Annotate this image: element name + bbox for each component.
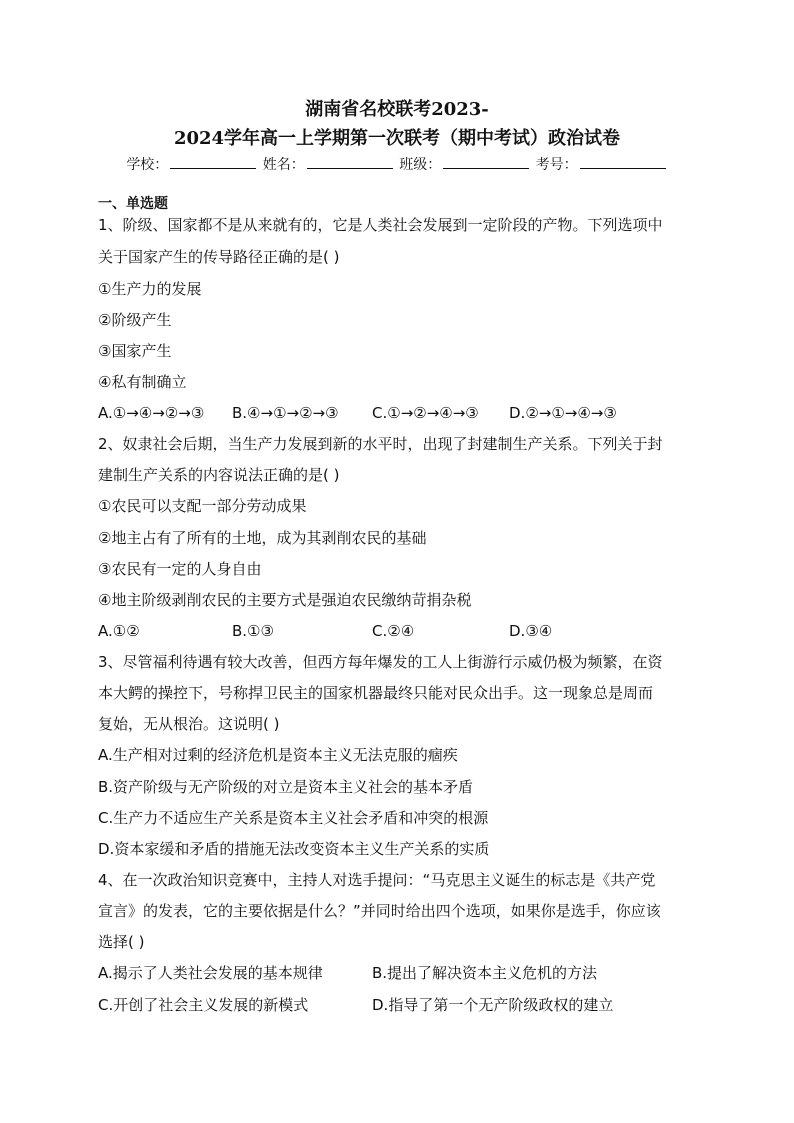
- question-4-option-d: D.指导了第一个无产阶级政权的建立: [372, 996, 614, 1014]
- class-label: 班级：: [399, 157, 442, 173]
- question-1-option-a: A.①→④→②→③: [98, 404, 205, 422]
- school-label: 学校：: [126, 157, 169, 173]
- question-3-option-a: A.生产相对过剩的经济危机是资本主义无法克服的痼疾: [98, 746, 458, 764]
- question-4-stem-line3: 选择( ): [98, 933, 145, 951]
- exam-title-line1: 湖南省名校联考2023-: [305, 99, 489, 120]
- question-2-option-b: B.①③: [232, 622, 274, 640]
- question-2-stem-line2: 建制生产关系的内容说法正确的是( ): [98, 466, 340, 484]
- question-1-stem-line1: 1、阶级、国家都不是从来就有的，它是人类社会发展到一定阶段的产物。下列选项中: [98, 216, 663, 234]
- name-blank: [307, 154, 393, 169]
- question-4-stem-line2: 宣言》的发表，它的主要依据是什么？”并同时给出四个选项，如果你是选手，你应该: [98, 902, 661, 920]
- question-4-option-a: A.揭示了人类社会发展的基本规律: [98, 964, 323, 982]
- exam-number-label: 考号：: [535, 157, 578, 173]
- student-info-row: [0, 154, 794, 175]
- question-3-stem-line1: 3、尽管福利待遇有较大改善，但西方每年爆发的工人上街游行示威仍极为频繁，在资: [98, 653, 663, 671]
- question-2-item-3: ③农民有一定的人身自由: [98, 560, 262, 578]
- question-1-option-b: B.④→①→②→③: [232, 404, 339, 422]
- question-3-option-c: C.生产力不适应生产关系是资本主义社会矛盾和冲突的根源: [98, 809, 489, 827]
- question-2-option-c: C.②④: [372, 622, 415, 640]
- question-1-item-4: ④私有制确立: [98, 373, 187, 391]
- question-3-stem-line3: 复始，无从根治。这说明( ): [98, 715, 280, 733]
- name-label: 姓名：: [262, 157, 305, 173]
- question-4-option-b: B.提出了解决资本主义危机的方法: [372, 964, 598, 982]
- question-1-option-d: D.②→①→④→③: [509, 404, 617, 422]
- question-2-item-2: ②地主占有了所有的土地，成为其剥削农民的基础: [98, 529, 427, 547]
- question-1-item-2: ②阶级产生: [98, 311, 172, 329]
- question-3-option-b: B.资产阶级与无产阶级的对立是资本主义社会的基本矛盾: [98, 778, 474, 796]
- question-3-option-d: D.资本家缓和矛盾的措施无法改变资本主义生产关系的实质: [98, 840, 490, 858]
- section-title: 一、单选题: [98, 196, 168, 212]
- question-2-option-d: D.③④: [509, 622, 553, 640]
- question-4-option-c: C.开创了社会主义发展的新模式: [98, 996, 309, 1014]
- question-2-item-4: ④地主阶级剥削农民的主要方式是强迫农民缴纳苛捐杂税: [98, 591, 472, 609]
- question-1-stem-line2: 关于国家产生的传导路径正确的是( ): [98, 248, 340, 266]
- question-4-stem-line1: 4、在一次政治知识竞赛中，主持人对选手提问：“马克思主义诞生的标志是《共产党: [98, 871, 656, 889]
- school-blank: [170, 154, 256, 169]
- question-3-stem-line2: 本大鳄的操控下，号称捍卫民主的国家机器最终只能对民众出手。这一现象总是周而: [98, 684, 654, 702]
- question-1-item-1: ①生产力的发展: [98, 280, 202, 298]
- class-blank: [443, 154, 529, 169]
- question-2-stem-line1: 2、奴隶社会后期，当生产力发展到新的水平时，出现了封建制生产关系。下列关于封: [98, 435, 663, 453]
- question-2-option-a: A.①②: [98, 622, 140, 640]
- question-2-item-1: ①农民可以支配一部分劳动成果: [98, 497, 307, 515]
- question-1-option-c: C.①→②→④→③: [372, 404, 479, 422]
- exam-title-line2: 2024学年高一上学期第一次联考（期中考试）政治试卷: [173, 128, 621, 149]
- exam-number-blank: [580, 154, 666, 169]
- question-1-item-3: ③国家产生: [98, 342, 172, 360]
